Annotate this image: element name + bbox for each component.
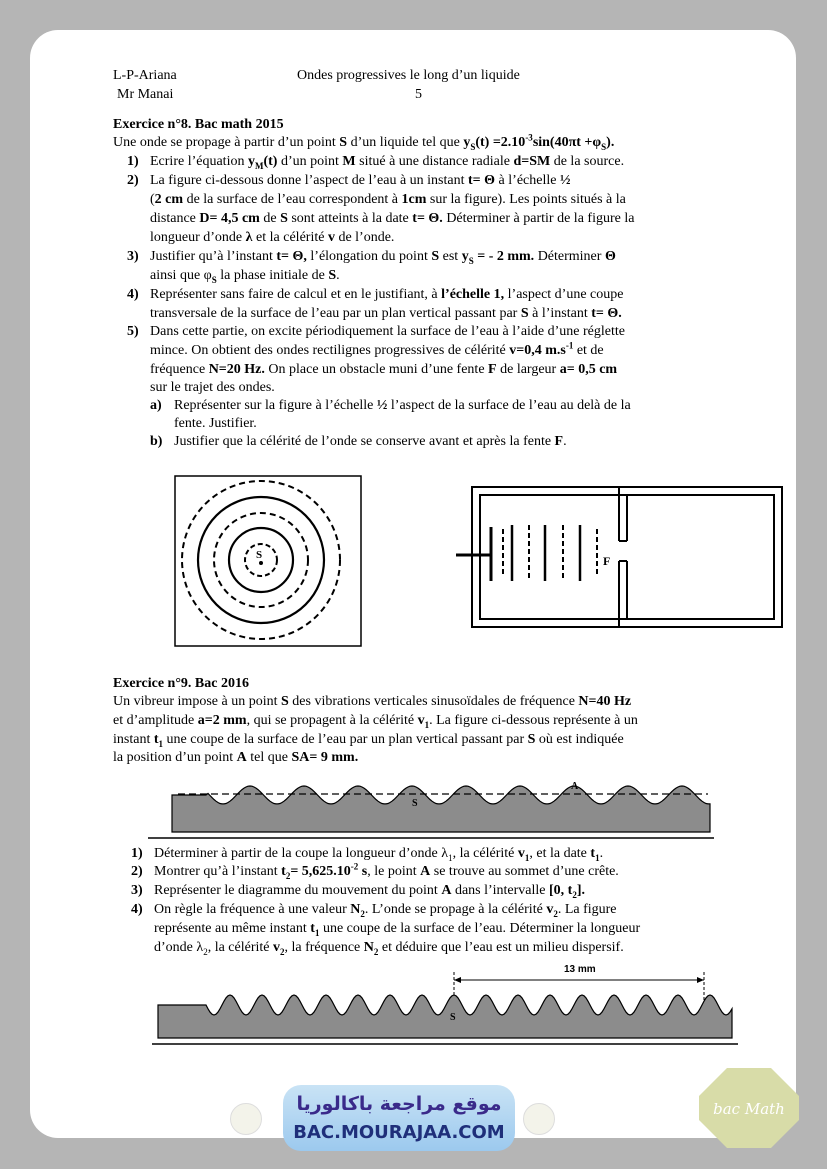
q2-number: 2)	[127, 173, 139, 188]
exercise-9-line-4: la position d’un point A tel que SA= 9 mm.	[113, 750, 359, 765]
qa-number: a)	[150, 398, 162, 413]
qb-number: b)	[150, 434, 163, 449]
ex9-q3-number: 3)	[131, 883, 143, 898]
source-label: S	[256, 549, 263, 561]
ex9-question-1: Déterminer à partir de la coupe la longueur d’onde $\lambda_1$, la célérité $v_1$, et la date $t_1$.	[154, 846, 604, 863]
ex9-question-4-line-3: d’onde $\lambda_2$, la célérité $v_2$, la fréquence $N_2$ et déduire que l’eau est un milieu dispersif.	[154, 940, 624, 957]
q5-number: 5)	[127, 324, 139, 339]
question-4-line-1: Représenter sans faire de calcul et en le justifiant, à l’échelle 1, l’aspect d’une coupe	[150, 287, 624, 302]
water-section-figure-1	[148, 768, 716, 844]
q3-number: 3)	[127, 249, 139, 264]
q4-number: 4)	[127, 287, 139, 302]
ex9-question-4-line-2: représente au même instant $t_1$ une coupe de la surface de l’eau. Déterminer la longueur	[154, 921, 641, 938]
question-5-line-4: sur le trajet des ondes.	[150, 380, 275, 395]
question-2-line-3: distance D= 4,5 cm de S sont atteints à la date t= Θ. Déterminer à partir de la figure la	[150, 211, 635, 226]
exercise-9-line-3: instant $t_1$ une coupe de la surface de l’eau par un plan vertical passant par S où est indiquée	[113, 732, 624, 749]
question-3-line-2: ainsi que $\varphi_S$ la phase initiale de S.	[150, 268, 340, 285]
question-5-line-2: mince. On obtient des ondes rectilignes progressives de célérité v=0,4 $m.s^{-1}$ et de	[150, 340, 604, 358]
site-arabic-name: موقع مراجعة باكالوريا	[296, 1093, 502, 1115]
question-2-line-2: (2 cm de la surface de l’eau correspondent à 1cm sur la figure). Les points situés à la	[150, 192, 626, 207]
question-5b: Justifier que la célérité de l’onde se conserve avant et après la fente F.	[174, 434, 567, 449]
source-label-fig-a: S	[412, 798, 418, 809]
ex9-q4-number: 4)	[131, 902, 143, 917]
exercise-9-heading: Exercice n°9. Bac 2016	[113, 676, 249, 691]
slit-label: F	[603, 554, 611, 568]
water-section-1	[172, 786, 710, 832]
left-logo-icon	[230, 1103, 262, 1135]
question-3-line-1: Justifier qu’à l’instant t= Θ, l’élongation du point S est $y_S$ = - 2 mm. Déterminer Θ	[150, 249, 616, 266]
question-2-line-1: La figure ci-dessous donne l’aspect de l’eau à un instant t= Θ à l’échelle ½	[150, 173, 571, 188]
exercise-8-intro: Une onde se propage à partir d’un point S d’un liquide tel que $y_S(t) =2.10^{-3}\sin(40\pi t +\varphi_S)$.	[113, 132, 615, 152]
water-section-2	[158, 995, 732, 1038]
source-label-fig-b: S	[450, 1012, 456, 1023]
question-1: Ecrire l’équation $y_M(t)$ d’un point M situé à une distance radiale d=SM de la source.	[150, 154, 625, 171]
question-5-line-3: fréquence N=20 Hz. On place un obstacle muni d’une fente F de largeur a= 0,5 cm	[150, 362, 618, 377]
site-url[interactable]: BAC.MOURAJAA.COM	[293, 1122, 505, 1143]
ex9-question-3: Représenter le diagramme du mouvement du point A dans l’intervalle [0, $t_2$].	[154, 883, 586, 900]
question-5a-line-2: fente. Justifier.	[174, 416, 257, 431]
teacher-name: Mr Manai	[117, 87, 174, 102]
circular-waves-figure	[174, 475, 362, 647]
site-banner[interactable]	[283, 1085, 515, 1151]
svg-text:bac Math: bac Math	[713, 1100, 785, 1118]
question-5a-line-1: Représenter sur la figure à l’échelle ½ l’aspect de la surface de l’eau au delà de la	[174, 398, 631, 413]
bac-math-logo	[697, 1066, 801, 1150]
exercise-8-heading: Exercice n°8. Bac math 2015	[113, 117, 284, 132]
ex9-question-2: Montrer qu’à l’instant $t_2= 5,625.10^{-2}$ s, le point A se trouve au sommet d’une crête.	[154, 861, 619, 881]
question-5-line-1: Dans cette partie, on excite périodiquement la surface de l’eau à l’aide d’une réglette	[150, 324, 625, 339]
source-point	[259, 561, 263, 565]
exercise-9-line-1: Un vibreur impose à un point S des vibrations verticales sinusoïdales de fréquence N=40 Hz	[113, 694, 632, 709]
exercise-9-line-2: et d’amplitude a=2 mm, qui se propagent à la célérité $v_1$. La figure ci-dessous représente à un	[113, 713, 638, 730]
school-name: L-P-Ariana	[113, 68, 177, 83]
water-section-figure-2	[152, 958, 738, 1050]
ex9-q2-number: 2)	[131, 864, 143, 879]
document-title: Ondes progressives le long d’un liquide	[297, 68, 520, 83]
ex9-q1-number: 1)	[131, 846, 143, 861]
right-logo-icon	[523, 1103, 555, 1135]
point-a-label: A	[571, 781, 579, 792]
question-2-line-4: longueur d’onde λ et la célérité v de l’onde.	[150, 230, 395, 245]
ex9-question-4-line-1: On règle la fréquence à une valeur $N_2$. L’onde se propage à la célérité $v_2$. La figure	[154, 902, 617, 919]
ripple-tank-figure	[456, 485, 786, 630]
dimension-label: 13 mm	[564, 964, 596, 975]
page-number: 5	[415, 87, 422, 102]
q1-number: 1)	[127, 154, 139, 169]
question-4-line-2: transversale de la surface de l’eau par un plan vertical passant par S à l’instant t= Θ.	[150, 306, 622, 321]
